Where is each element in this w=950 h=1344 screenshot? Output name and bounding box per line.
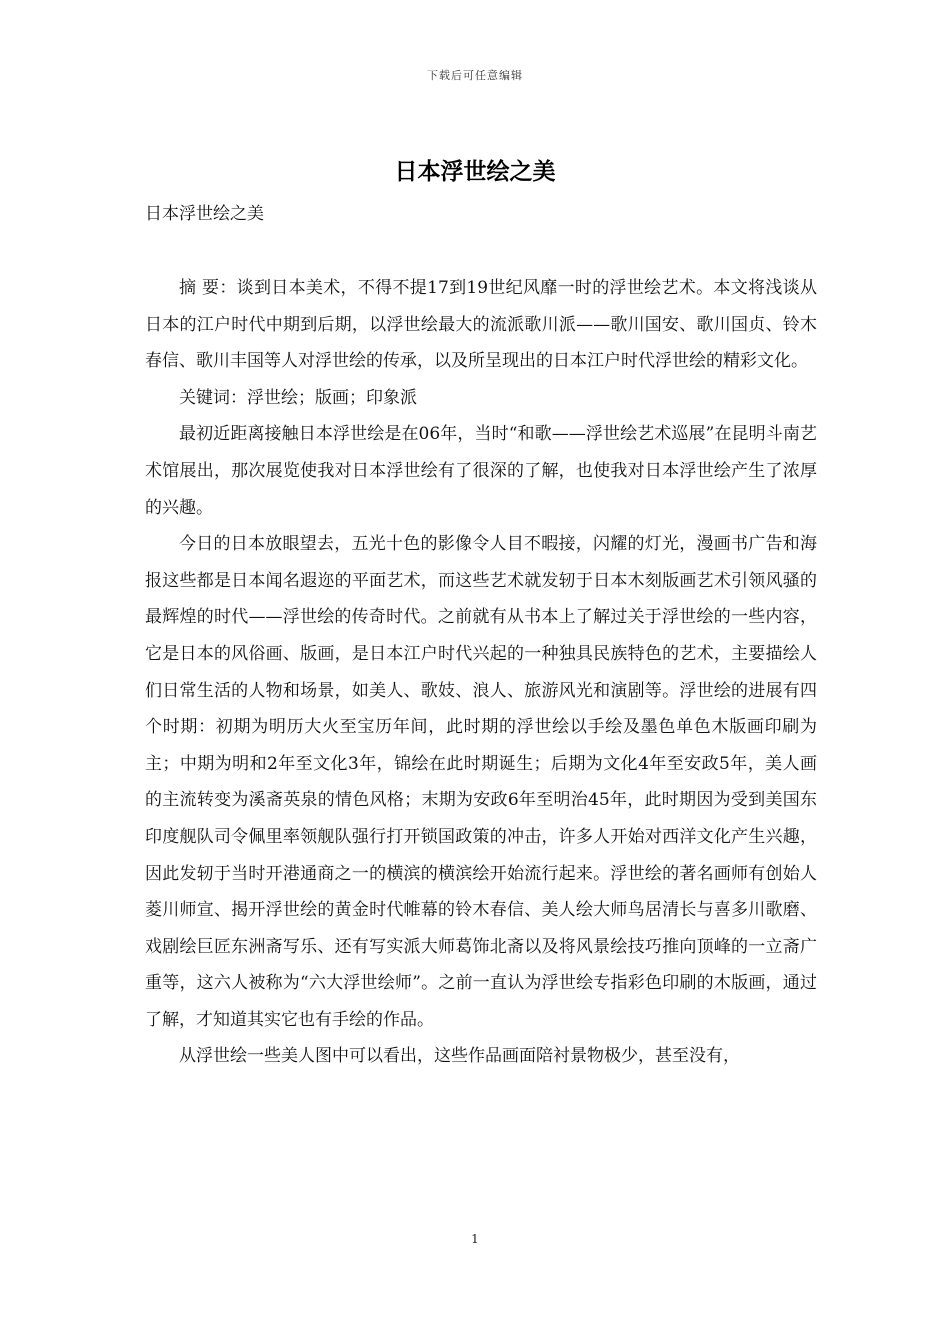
page-number: 1 — [471, 1232, 479, 1246]
abstract-paragraph: 摘 要：谈到日本美术，不得不提17到19世纪风靡一时的浮世绘艺术。本文将浅谈从日本的江户时代中期到后期，以浮世绘最大的流派歌川派——歌川国安、歌川国贞、铃木春信、歌川丰国等人对浮世绘的传承，以及所呈现出的日本江户时代浮世绘的精彩文化。 — [145, 278, 817, 372]
document-subtitle: 日本浮世绘之美 — [145, 204, 264, 224]
body-paragraph: 最初近距离接触日本浮世绘是在06年，当时“和歌——浮世绘艺术巡展”在昆明斗南艺术馆展出，那次展览使我对日本浮世绘有了很深的了解，也使我对日本浮世绘产生了浓厚的兴趣。 — [145, 424, 817, 518]
header-note: 下载后可任意编辑 — [427, 69, 523, 82]
document-body — [145, 270, 817, 1075]
body-paragraph: 今日的日本放眼望去，五光十色的影像令人目不暇接，闪耀的灯光，漫画书广告和海报这些都是日本闻名遐迩的平面艺术，而这些艺术就发轫于日本木刻版画艺术引领风骚的最辉煌的时代——浮世绘的传奇时代。之前就有从书本上了解过关于浮世绘的一些内容，它是日本的风俗画、版画，是日本江户时代兴起的一种独具民族特色的艺术，主要描绘人们日常生活的人物和场景，如美人、歌妓、浪人、旅游风光和演剧等。浮世绘的进展有四个时期：初期为明历大火至宝历年间，此时期的浮世绘以手绘及墨色单色木版画印刷为主；中期为明和2年至文化3年，锦绘在此时期诞生；后期为文化4年至安政5年，美人画的主流转变为溪斋英泉的情色风格；末期为安政6年至明治45年，此时期因为受到美国东印度舰队司令佩里率领舰队强行打开锁国政策的冲击，许多人开始对西洋文化产生兴趣，因此发轫于当时开港通商之一的横滨的横滨绘开始流行起来。浮世绘的著名画师有创始人菱川师宣、揭开浮世绘的黄金时代帷幕的铃木春信、美人绘大师鸟居清长与喜多川歌磨、戏剧绘巨匠东洲斋写乐、还有写实派大师葛饰北斋以及将风景绘技巧推向顶峰的一立斋广重等，这六人被称为“六大浮世绘师”。之前一直认为浮世绘专指彩色印刷的木版画，通过了解，才知道其实它也有手绘的作品。 — [145, 534, 817, 1030]
body-paragraph: 从浮世绘一些美人图中可以看出，这些作品画面陪衬景物极少，甚至没有， — [179, 1046, 740, 1067]
keywords-paragraph: 关键词：浮世绘；版画；印象派 — [179, 387, 417, 408]
document-title: 日本浮世绘之美 — [394, 158, 556, 185]
